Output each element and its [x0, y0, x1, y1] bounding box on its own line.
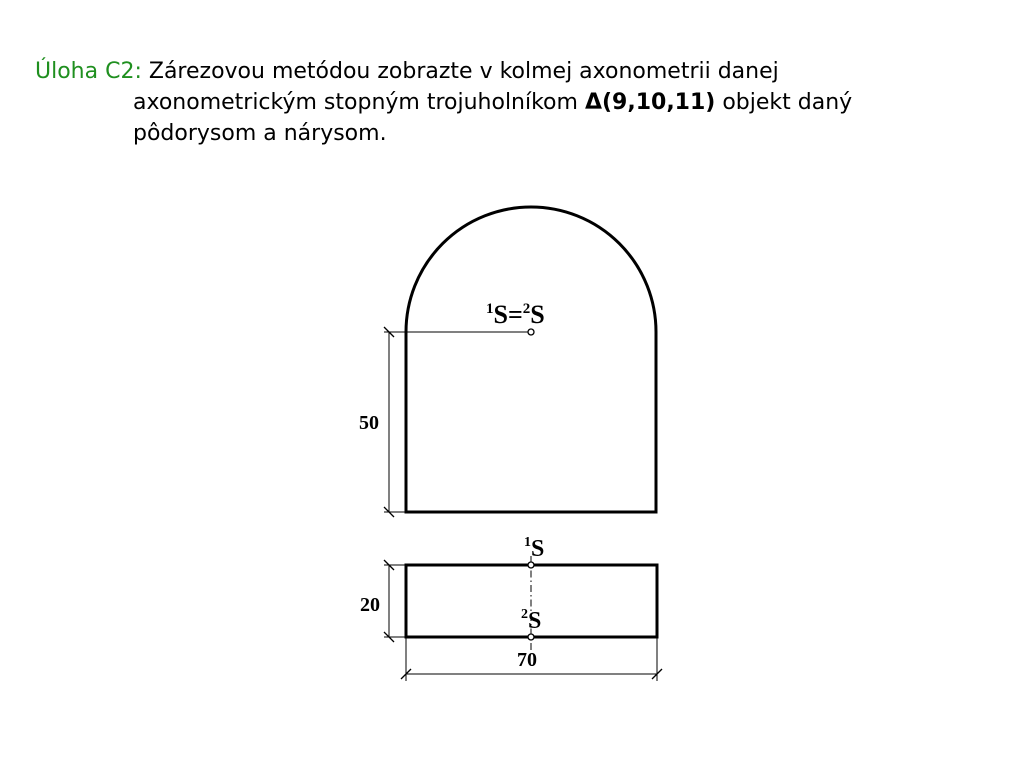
top-label-2s-s: S	[528, 608, 542, 634]
task-text-1: Zárezovou metódou zobrazte v kolmej axonometrii danej	[148, 59, 779, 84]
dim-20-label: 20	[360, 594, 380, 616]
top-label-1s	[524, 535, 544, 562]
top-label-2s-sup: 2	[521, 607, 528, 622]
dim-50-label: 50	[359, 412, 379, 434]
center-point-s	[528, 329, 534, 335]
task-text-3: pôdorysom a nárysom.	[133, 121, 387, 146]
task-label: Úloha C2:	[35, 59, 142, 84]
task-text-2b: objekt daný	[722, 90, 853, 115]
top-point-2s	[528, 634, 534, 640]
top-label-1s-s: S	[531, 536, 545, 562]
top-label-1s-sup: 1	[524, 535, 531, 550]
front-view-outline	[406, 207, 656, 512]
triangle-notation: Δ(9,10,11)	[584, 90, 716, 115]
front-label-sup-2: 2	[522, 301, 531, 317]
front-label-s-b: S	[530, 300, 545, 329]
front-label-sup-1: 1	[486, 301, 494, 317]
top-point-1s	[528, 562, 534, 568]
front-center-label	[486, 300, 545, 329]
front-label-eq: =	[507, 300, 523, 329]
front-label-s: S	[493, 300, 508, 329]
dim-70-label: 70	[517, 649, 537, 671]
task-text-2a: axonometrickým stopným trojuholníkom	[133, 90, 578, 115]
top-label-2s	[521, 607, 541, 634]
